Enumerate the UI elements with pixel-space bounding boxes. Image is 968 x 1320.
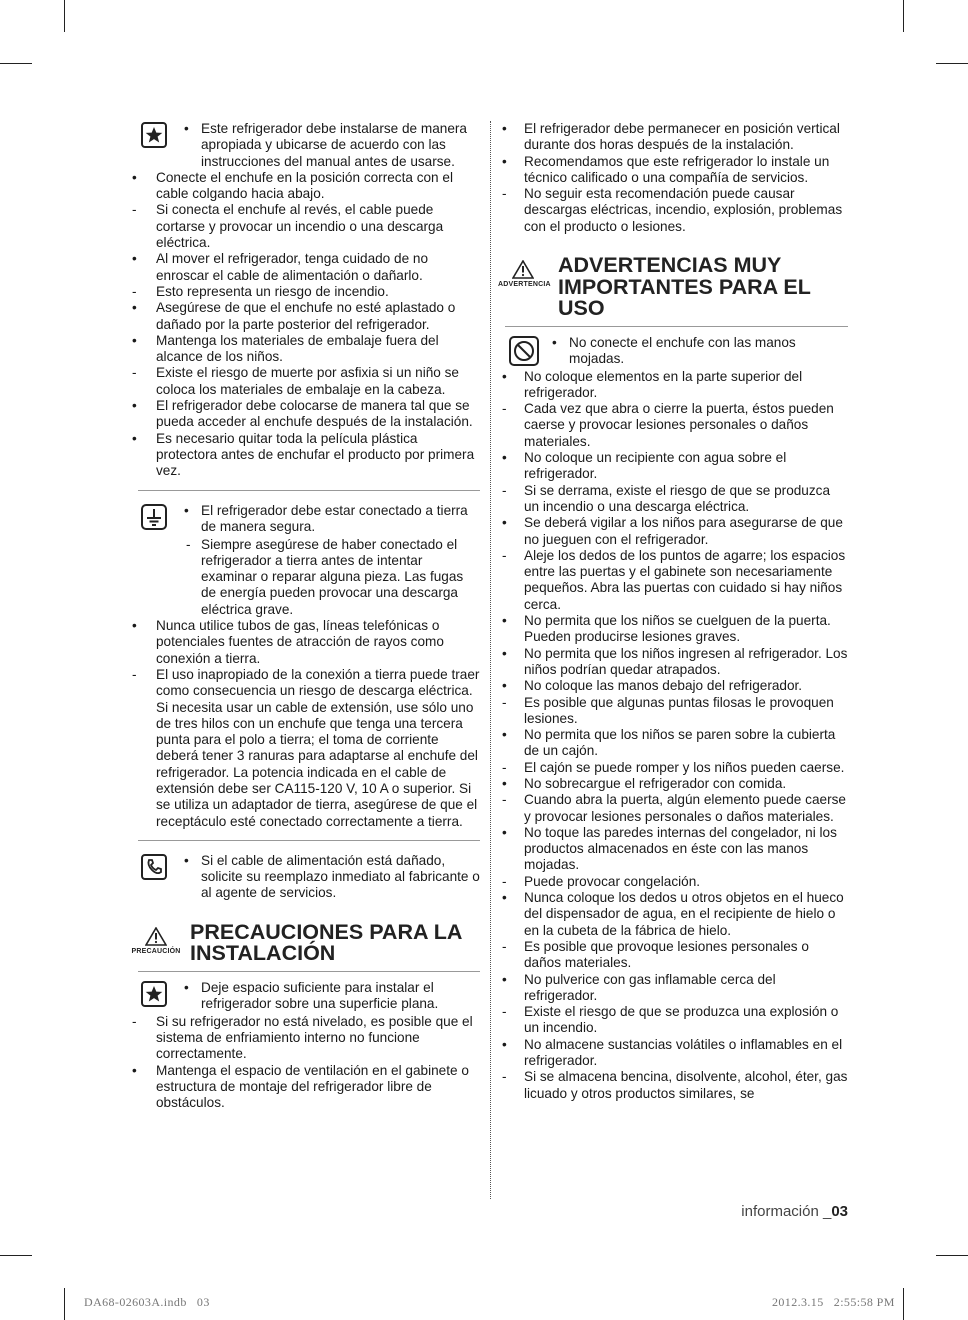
icon-note — [118, 503, 480, 537]
item-text: No coloque elementos en la parte superior del refrigerador. — [524, 368, 803, 400]
item-text: El refrigerador debe permanecer en posición vertical durante dos horas después de la instalación. — [524, 121, 840, 153]
item-text: Si se almacena bencina, disolvente, alcohol, éter, gas licuado y otros productos similares, se — [524, 1069, 848, 1101]
item-text: Mantenga los materiales de embalaje fuera del alcance de los niños. — [156, 332, 439, 365]
item-text: Existe el riesgo de muerte por asfixia si un niño se coloca los materiales de embalaje en la cabeza. — [156, 365, 459, 397]
item-text: Asegúrese de que el enchufe no esté aplastado o dañado por la parte posterior del refrigerador. — [156, 300, 456, 332]
dash-item — [500, 695, 848, 728]
dash-marker: - — [502, 694, 507, 710]
bullet-marker: • — [552, 334, 557, 350]
item-text: Nunca utilice tubos de gas, líneas telefónicas o potenciales fuentes de atracción de rayos como conexión a tierra. — [156, 618, 444, 666]
dash-marker: - — [502, 547, 507, 563]
bullet-item — [500, 678, 848, 694]
dash-item — [500, 1069, 848, 1102]
bullet-marker: • — [502, 971, 507, 987]
bullet-marker: • — [132, 398, 137, 414]
dash-marker: - — [186, 536, 191, 552]
item-text: Si su refrigerador no está nivelado, es posible que el sistema de enfriamiento interno no funcione correctamente. — [156, 1013, 473, 1062]
bullet-item — [118, 1063, 480, 1112]
bullet-marker: • — [132, 618, 137, 634]
bullet-marker: • — [502, 1036, 507, 1052]
section-title: PRECAUCIONES PARA LA INSTALACIÓN — [190, 919, 462, 966]
item-text: No coloque las manos debajo del refrigerador. — [524, 678, 803, 694]
dash-item — [118, 202, 480, 251]
bullet-item — [500, 825, 848, 874]
dash-item — [118, 365, 480, 398]
dash-item — [118, 667, 480, 830]
warning-icon — [131, 927, 181, 956]
crop-mark-top-right — [903, 0, 904, 32]
dash-item — [500, 483, 848, 516]
item-text: No toque las paredes internas del congelador, ni los productos almacenados en éste con las manos mojadas. — [524, 824, 837, 873]
crop-mark-bottom-left — [64, 1288, 65, 1320]
dash-marker: - — [502, 938, 507, 954]
dash-item — [500, 186, 848, 235]
icon-note — [118, 853, 480, 902]
bullet-marker: • — [502, 890, 507, 906]
bullet-item — [118, 431, 480, 480]
item-text: Es posible que algunas puntas filosas le provoquen lesiones. — [524, 694, 834, 726]
page-label: información _ — [741, 1203, 832, 1220]
prohibited-icon — [508, 335, 540, 371]
dash-item — [500, 760, 848, 776]
dash-item — [500, 1004, 848, 1037]
dash-marker: - — [502, 792, 507, 808]
dash-marker: - — [132, 202, 137, 218]
dash-item — [500, 548, 848, 613]
dash-marker: - — [502, 186, 507, 202]
item-text: Conecte el enchufe en la posición correcta con el cable colgando hacia abajo. — [156, 169, 453, 202]
dash-item — [500, 939, 848, 972]
section-underline — [138, 971, 480, 972]
item-text: Nunca coloque los dedos u otros objetos en el hueco del dispensador de agua, en el recipiente de hielo o en la cubeta de la fábrica de hielo. — [524, 890, 844, 938]
crop-mark-top-left — [64, 0, 65, 32]
bullet-item — [500, 121, 848, 154]
bullet-item — [500, 890, 848, 939]
item-text: Cuando abra la puerta, algún elemento puede caerse y provocar lesiones personales o daños materiales. — [524, 792, 846, 824]
icon-note — [118, 121, 480, 170]
bullet-item — [118, 618, 480, 667]
item-text: Es posible que provoque lesiones personales o daños materiales. — [524, 938, 809, 971]
bullet-item — [500, 515, 848, 548]
item-text: El cajón se puede romper y los niños pueden caerse. — [524, 759, 845, 775]
item-text: Mantenga el espacio de ventilación en el gabinete o estructura de montaje del refrigerador libre de obstáculos. — [156, 1062, 469, 1111]
item-text: No permita que los niños se paren sobre la cubierta de un cajón. — [524, 727, 836, 759]
crop-mark-left-top — [0, 63, 32, 64]
item-text: Puede provocar congelación. — [524, 873, 701, 889]
item-text: Al mover el refrigerador, tenga cuidado de no enroscar el cable de alimentación o dañarlo. — [156, 251, 429, 283]
page-number-value: 03 — [831, 1203, 848, 1220]
bullet-item — [500, 450, 848, 483]
warning-label: ADVERTENCIA — [498, 281, 551, 289]
dash-item — [118, 284, 480, 300]
bullet-item — [500, 727, 848, 760]
icon-note — [500, 335, 848, 369]
bullet-marker: • — [184, 121, 189, 136]
warning-icon — [498, 260, 551, 289]
dash-item — [500, 401, 848, 450]
dash-item — [500, 792, 848, 825]
bullet-marker: • — [502, 515, 507, 531]
item-text: Siempre asegúrese de haber conectado el refrigerador a tierra antes de intentar examinar o reparar alguna pieza. Las fugas de energía pueden provocar una descarga eléctrica grave. — [201, 536, 464, 617]
item-text: Es necesario quitar toda la película plástica protectora antes de enchufar el producto por primera vez. — [156, 430, 475, 479]
bullet-marker: • — [132, 1062, 137, 1078]
item-text: No pulverice con gas inflamable cerca del refrigerador. — [524, 971, 776, 1003]
section-divider — [138, 840, 480, 841]
bullet-marker: • — [132, 300, 137, 316]
item-text: Existe el riesgo de que se produzca una explosión o un incendio. — [524, 1004, 839, 1036]
bullet-marker: • — [132, 332, 137, 348]
left-column — [118, 121, 480, 1112]
bullet-marker: • — [132, 251, 137, 267]
note-text: Este refrigerador debe instalarse de manera apropiada y ubicarse de acuerdo con las instrucciones del manual antes de usarse. — [201, 121, 467, 169]
bullet-marker: • — [184, 979, 189, 995]
bullet-marker: • — [132, 430, 137, 446]
star-icon — [140, 980, 168, 1012]
footer-date: 2012.3.15 2:55:58 PM — [772, 1295, 895, 1309]
bullet-item — [118, 398, 480, 431]
section-title: ADVERTENCIAS MUY IMPORTANTES PARA EL USO — [558, 253, 811, 321]
footer-file: DA68-02603A.indb 03 — [84, 1295, 210, 1309]
item-text: No coloque un recipiente con agua sobre el refrigerador. — [524, 450, 787, 482]
bullet-item — [118, 170, 480, 203]
bullet-marker: • — [184, 502, 189, 518]
bullet-marker: • — [502, 450, 507, 466]
section-heading — [500, 255, 848, 320]
item-text: Aleje los dedos de los puntos de agarre; los espacios entre las puertas y el gabinete son necesariamente pequeños. Abra las puertas con cuidado si hay niños cerca. — [524, 547, 846, 612]
dash-marker: - — [502, 1069, 507, 1085]
icon-note — [118, 980, 480, 1014]
dash-marker: - — [502, 401, 507, 417]
dash-item — [500, 874, 848, 890]
item-text: No seguir esta recomendación puede causar descargas eléctricas, incendio, explosión, problemas con el producto o lesiones. — [524, 186, 843, 234]
section-divider — [138, 490, 480, 491]
dash-marker: - — [132, 283, 137, 299]
right-column — [500, 121, 848, 1102]
bullet-marker: • — [502, 727, 507, 743]
item-text: Si se derrama, existe el riesgo de que se produzca un incendio o una descarga eléctrica. — [524, 482, 831, 514]
dash-marker: - — [502, 759, 507, 775]
item-text: Esto representa un riesgo de incendio. — [156, 283, 389, 299]
note-text: Deje espacio suficiente para instalar el refrigerador sobre una superficie plana. — [201, 979, 439, 1012]
bullet-marker: • — [502, 776, 507, 791]
bullet-item — [118, 300, 480, 333]
bullet-item — [500, 613, 848, 646]
warning-label: PRECAUCIÓN — [131, 947, 181, 955]
bullet-marker: • — [502, 368, 507, 384]
ground-icon — [140, 503, 168, 535]
bullet-marker: • — [502, 824, 507, 840]
note-text: Si el cable de alimentación está dañado, solicite su reemplazo inmediato al fabricante o al agente de servicios. — [201, 852, 480, 901]
bullet-marker: • — [502, 613, 507, 629]
bullet-marker: • — [502, 121, 507, 136]
section-underline — [505, 326, 848, 327]
note-text: No conecte el enchufe con las manos mojadas. — [569, 334, 796, 366]
crop-mark-bottom-right — [903, 1288, 904, 1320]
bullet-item — [118, 333, 480, 366]
bullet-item — [118, 251, 480, 284]
bullet-marker: • — [132, 169, 137, 185]
dash-marker: - — [132, 1013, 137, 1029]
crop-mark-left-bottom — [0, 1255, 32, 1256]
item-text: No permita que los niños ingresen al refrigerador. Los niños podrían quedar atrapados. — [524, 645, 848, 677]
page-number — [741, 1203, 848, 1220]
item-text: No sobrecargue el refrigerador con comida. — [524, 776, 787, 791]
crop-mark-right-bottom — [936, 1255, 968, 1256]
column-separator — [490, 121, 491, 1199]
crop-mark-right-top — [936, 63, 968, 64]
dash-marker: - — [502, 873, 507, 889]
item-text: El uso inapropiado de la conexión a tierra puede traer como consecuencia un riesgo de descarga eléctrica. Si necesita usar un cable de extensión, use sólo uno de tres hilos con un enchufe que tenga una tercera punta para el polo a tierra; el toma de corriente deberá tener 3 ranuras para adaptarse al enchufe del refrigerador. La potencia indicada en el cable de extensión debe ser CA115-120 V, 10 A o superior. Si se utiliza un adaptador de tierra, asegúrese de que el receptáculo esté conectado correctamente a tierra. — [156, 666, 480, 829]
bullet-item — [500, 972, 848, 1005]
bullet-marker: • — [502, 678, 507, 694]
item-text: No almacene sustancias volátiles o inflamables en el refrigerador. — [524, 1036, 843, 1069]
item-text: Se deberá vigilar a los niños para asegurarse de que no jueguen con el refrigerador. — [524, 515, 843, 547]
dash-item — [118, 537, 480, 618]
note-text: El refrigerador debe estar conectado a tierra de manera segura. — [201, 502, 468, 534]
bullet-item — [500, 646, 848, 679]
phone-icon — [140, 853, 168, 885]
section-heading — [118, 919, 480, 966]
dash-marker: - — [132, 365, 137, 381]
bullet-item — [500, 1037, 848, 1070]
item-text: El refrigerador debe colocarse de manera tal que se pueda acceder al enchufe después de la instalación. — [156, 398, 473, 430]
dash-item — [118, 1014, 480, 1063]
bullet-item — [500, 776, 848, 792]
dash-marker: - — [502, 1004, 507, 1020]
dash-marker: - — [132, 666, 137, 682]
item-text: Recomendamos que este refrigerador lo instale un técnico calificado o una compañía de servicios. — [524, 153, 830, 185]
bullet-item — [500, 369, 848, 402]
item-text: Cada vez que abra o cierre la puerta, éstos pueden caerse y provocar lesiones personales o daños materiales. — [524, 401, 834, 449]
bullet-marker: • — [502, 645, 507, 661]
bullet-item — [500, 154, 848, 187]
bullet-marker: • — [502, 153, 507, 169]
bullet-marker: • — [184, 852, 189, 868]
item-text: No permita que los niños se cuelguen de la puerta. Pueden producirse lesiones graves. — [524, 613, 831, 645]
item-text: Si conecta el enchufe al revés, el cable puede cortarse y provocar un incendio o una descarga eléctrica. — [156, 202, 444, 251]
star-icon — [140, 121, 168, 153]
dash-marker: - — [502, 482, 507, 498]
